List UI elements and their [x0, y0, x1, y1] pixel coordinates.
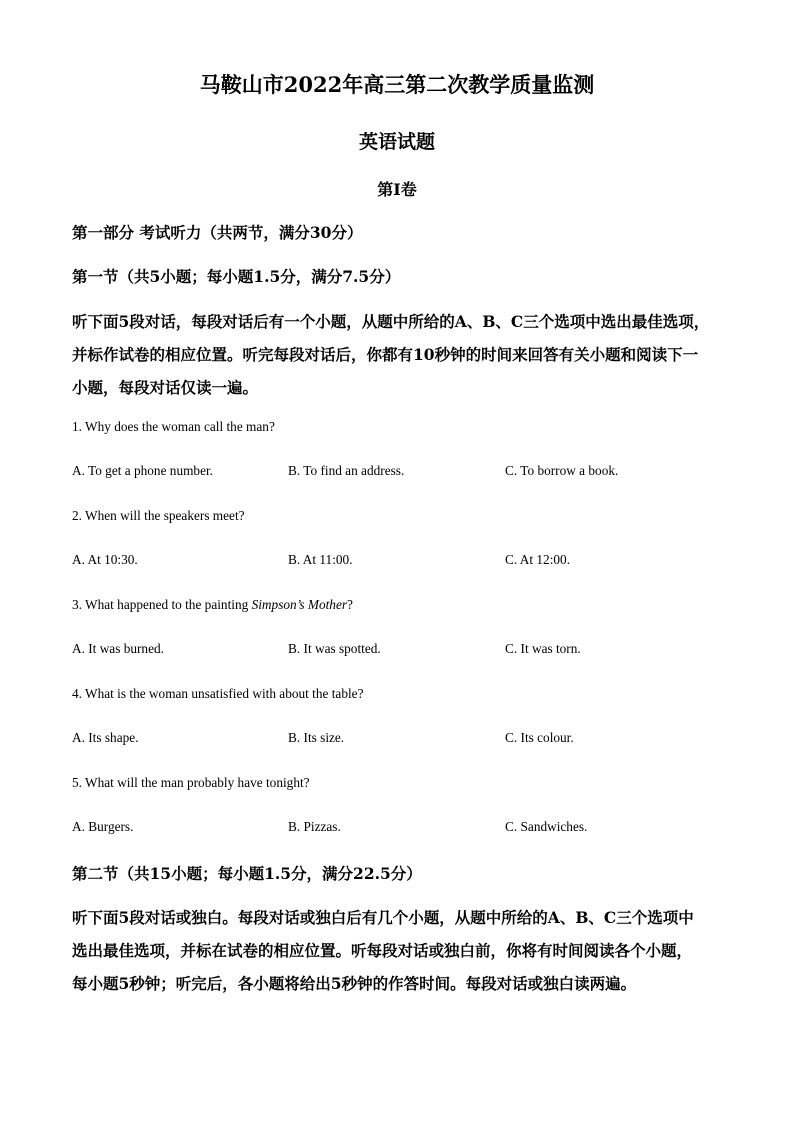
- option-b: B. Pizzas.: [288, 819, 341, 834]
- section1-instructions: [72, 305, 727, 404]
- option-b: B. It was spotted.: [288, 641, 381, 656]
- instruction-line: 听下面5段对话或独白。每段对话或独白后有几个小题，从题中所给的A、B、C三个选项中: [72, 908, 694, 927]
- exam-title: 马鞍山市2022年高三第二次教学质量监测: [199, 72, 595, 97]
- question-mark: ?: [347, 597, 353, 612]
- question-stem: 2. When will the speakers meet?: [72, 508, 245, 523]
- option-a: A. Its shape.: [72, 730, 139, 745]
- option-b: B. Its size.: [288, 730, 345, 745]
- instruction-line: 并标作试卷的相应位置。听完每段对话后，你都有10秒钟的时间来回答有关小题和阅读下一: [72, 345, 699, 364]
- question-stem: 5. What will the man probably have tonight?: [72, 775, 310, 790]
- question-stem: 4. What is the woman unsatisfied with about the table?: [72, 686, 364, 701]
- exam-subtitle: 英语试题: [358, 131, 435, 153]
- option-a: A. It was burned.: [72, 641, 164, 656]
- question-stem: 1. Why does the woman call the man?: [72, 419, 275, 434]
- instruction-line: 选出最佳选项，并标在试卷的相应位置。听每段对话或独白前，你将有时间阅读各个小题，: [72, 941, 693, 960]
- option-b: B. At 11:00.: [288, 552, 353, 567]
- instruction-line: 每小题5秒钟；听完后，各小题将给出5秒钟的作答时间。每段对话或独白读两遍。: [72, 974, 637, 993]
- volume-label: 第I卷: [377, 180, 417, 199]
- option-c: C. Sandwiches.: [505, 819, 588, 834]
- option-b: B. To find an address.: [288, 463, 405, 478]
- instruction-line: 小题，每段对话仅读一遍。: [72, 378, 259, 397]
- option-c: C. Its colour.: [505, 730, 574, 745]
- part1-heading: 第一部分 考试听力（共两节，满分30分）: [72, 223, 363, 242]
- option-c: C. It was torn.: [505, 641, 581, 656]
- option-a: A. Burgers.: [72, 819, 134, 834]
- option-c: C. To borrow a book.: [505, 463, 619, 478]
- question-stem-text: 3. What happened to the painting: [72, 597, 252, 612]
- section1-heading: 第一节（共5小题；每小题1.5分，满分7.5分）: [72, 267, 401, 286]
- instruction-line: 听下面5段对话，每段对话后有一个小题，从题中所给的A、B、C三个选项中选出最佳选项，: [72, 312, 710, 331]
- section2-instructions: [72, 901, 727, 1000]
- painting-title: Simpson’s Mother: [251, 597, 348, 612]
- option-a: A. To get a phone number.: [72, 463, 213, 478]
- section2-heading: 第二节（共15小题；每小题1.5分，满分22.5分）: [72, 864, 422, 883]
- question-stem: [72, 597, 353, 613]
- option-c: C. At 12:00.: [505, 552, 571, 567]
- option-a: A. At 10:30.: [72, 552, 138, 567]
